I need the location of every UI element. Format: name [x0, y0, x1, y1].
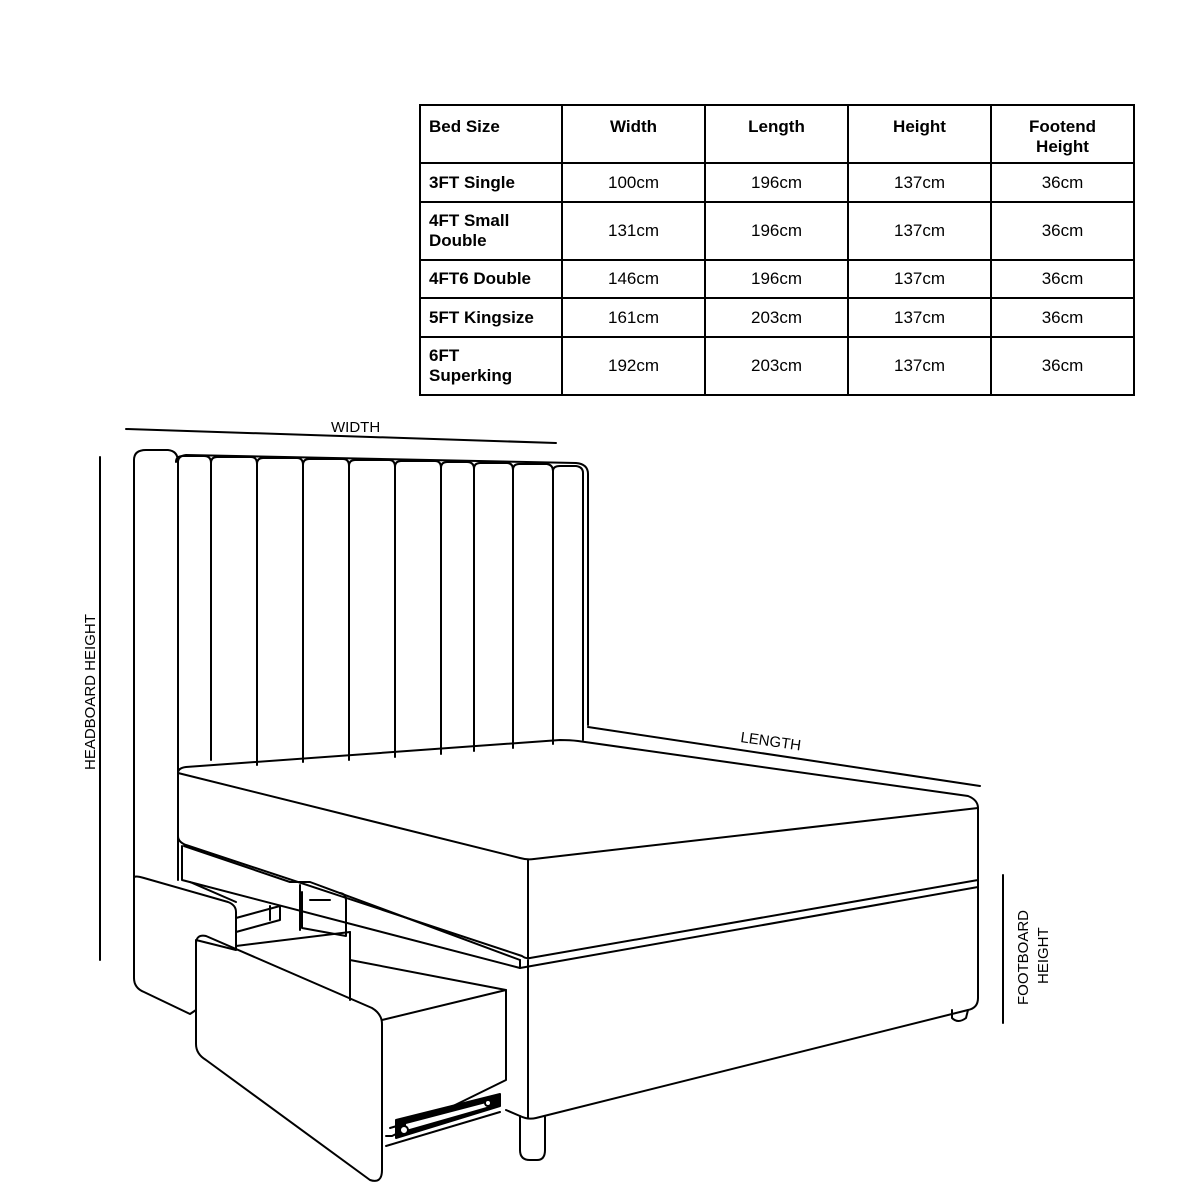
row-height: 137cm	[848, 260, 991, 298]
headboard	[134, 450, 588, 978]
row-name: 3FT Single	[420, 163, 562, 202]
row-name: 5FT Kingsize	[420, 298, 562, 337]
headboard-height-label: HEADBOARD HEIGHT	[82, 614, 99, 770]
row-height: 137cm	[848, 337, 991, 395]
left-drawer	[134, 877, 280, 1015]
runner-screw	[485, 1100, 491, 1106]
row-length: 196cm	[705, 163, 848, 202]
mattress	[178, 740, 978, 958]
row-footend: 36cm	[991, 202, 1134, 260]
row-length: 196cm	[705, 260, 848, 298]
row-width: 146cm	[562, 260, 705, 298]
row-height: 137cm	[848, 202, 991, 260]
middle-drawer	[302, 892, 346, 936]
header-height: Height	[848, 105, 991, 163]
row-height: 137cm	[848, 163, 991, 202]
row-width: 161cm	[562, 298, 705, 337]
row-height: 137cm	[848, 298, 991, 337]
row-footend: 36cm	[991, 298, 1134, 337]
width-label: WIDTH	[331, 419, 381, 436]
headboard-channels	[176, 456, 583, 765]
row-length: 203cm	[705, 298, 848, 337]
footboard-label-line1: FOOTBOARD	[1015, 909, 1032, 1005]
header-width: Width	[562, 105, 705, 163]
row-footend: 36cm	[991, 163, 1134, 202]
row-name: 4FT Small Double	[420, 202, 562, 260]
header-bed-size: Bed Size	[420, 105, 562, 163]
header-footend-height: Footend Height	[991, 105, 1134, 163]
row-name: 6FT Superking	[420, 337, 562, 395]
row-footend: 36cm	[991, 337, 1134, 395]
row-width: 192cm	[562, 337, 705, 395]
row-length: 203cm	[705, 337, 848, 395]
header-length: Length	[705, 105, 848, 163]
length-label: LENGTH	[739, 729, 803, 755]
row-width: 100cm	[562, 163, 705, 202]
row-length: 196cm	[705, 202, 848, 260]
runner-screw	[400, 1126, 408, 1134]
row-footend: 36cm	[991, 260, 1134, 298]
open-drawer	[196, 932, 506, 1181]
row-width: 131cm	[562, 202, 705, 260]
row-name: 4FT6 Double	[420, 260, 562, 298]
footboard-label-line2: HEIGHT	[1035, 927, 1052, 984]
divan-base	[182, 846, 978, 1119]
bed-feet	[520, 1010, 968, 1160]
